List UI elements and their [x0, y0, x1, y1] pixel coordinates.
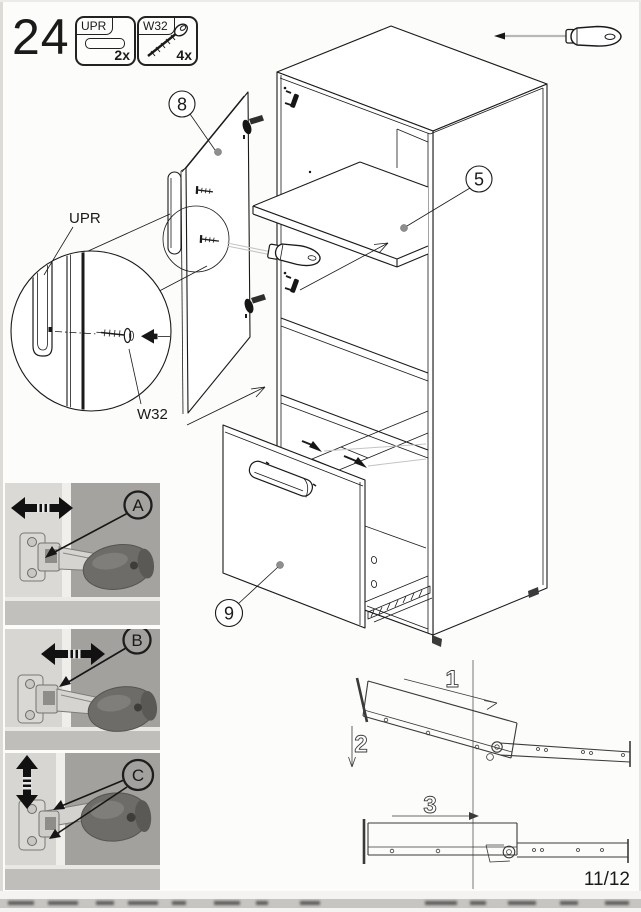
slide-step-2: 2 [354, 731, 368, 758]
door-handle [168, 172, 181, 254]
hinge-adjust-photo-b [5, 629, 160, 750]
adjustment-letter: A [132, 496, 144, 515]
screwdriver-icon [494, 27, 621, 47]
slide-step-3: 3 [423, 792, 437, 819]
w32-detail-label: W32 [137, 406, 168, 423]
page-indicator: 11/12 [583, 869, 630, 890]
callout-shelf-number: 5 [473, 169, 485, 190]
part-code-label: UPR [77, 18, 113, 35]
hinge-adjust-photo-a [5, 483, 160, 625]
slide-step-1: 1 [445, 666, 459, 693]
part-quantity: 4x [176, 47, 192, 63]
next-page-edge [0, 891, 641, 912]
slide-diagram [349, 660, 631, 889]
hinge-adjust-photo-c [5, 753, 160, 890]
door-panel [163, 92, 266, 414]
callout-drawer-number: 9 [223, 603, 235, 624]
step-number: 24 [12, 9, 70, 65]
adjustment-letter: B [131, 631, 143, 650]
upr-detail-label: UPR [69, 210, 101, 227]
part-code-label: W32 [139, 18, 175, 35]
part-quantity: 2x [114, 47, 130, 63]
adjustment-letter: C [131, 766, 145, 785]
callout-door-number: 8 [176, 94, 188, 115]
